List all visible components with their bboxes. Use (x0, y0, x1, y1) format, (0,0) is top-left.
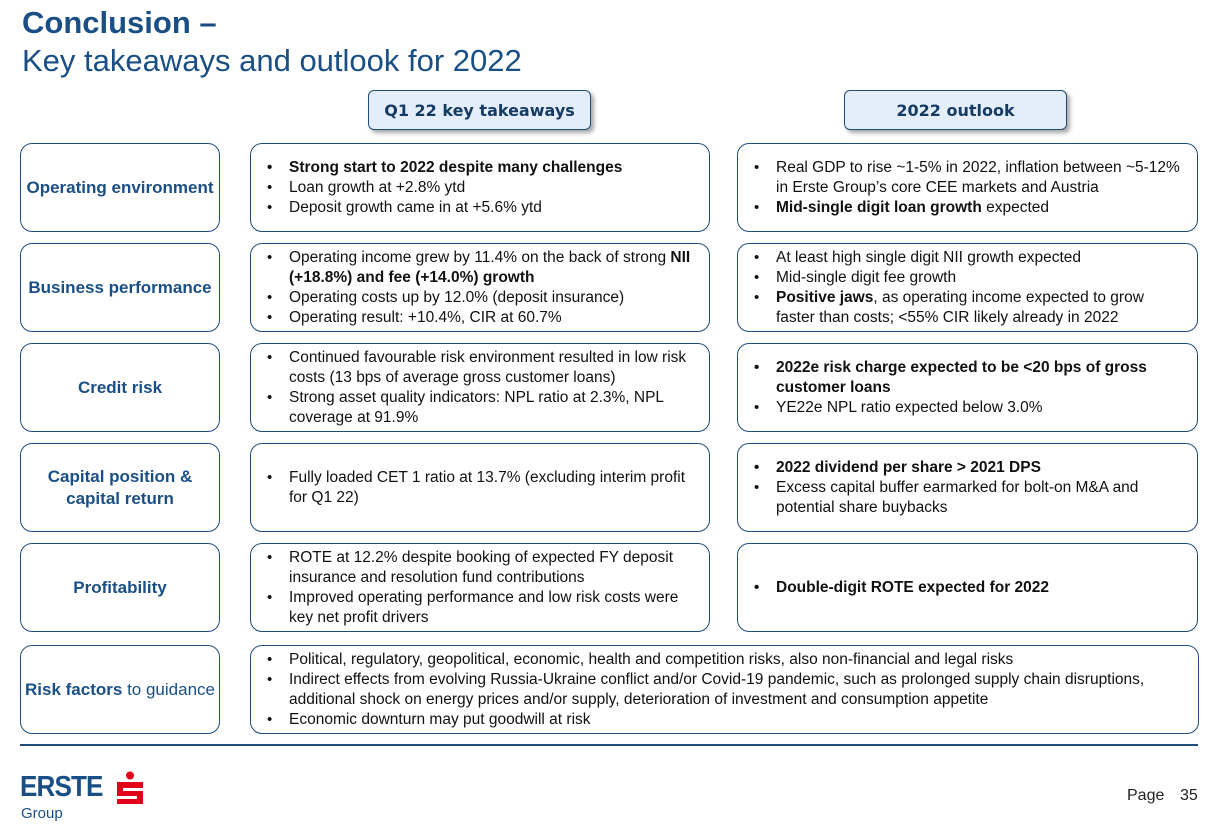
bullet-item: • Strong start to 2022 despite many challenges (266, 158, 697, 178)
row-label-business-performance (20, 243, 220, 332)
bullet-item: • Fully loaded CET 1 ratio at 13.7% (excluding interim profit for Q1 22) (266, 468, 697, 508)
takeaways-business-performance (250, 243, 710, 332)
outlook-capital (737, 443, 1198, 532)
title-line-2: Key takeaways and outlook for 2022 (22, 43, 522, 78)
bullet-item: • Loan growth at +2.8% ytd (266, 178, 697, 198)
row-label-text: Operating environment (26, 177, 214, 197)
bullet-item: • Deposit growth came in at +5.6% ytd (266, 198, 697, 218)
row-label-operating-environment (20, 143, 220, 232)
outlook-operating-environment (737, 143, 1198, 232)
bullet-item: • Improved operating performance and low risk costs were key net profit drivers (266, 588, 697, 628)
title-line-1: Conclusion – (22, 5, 217, 40)
bullet-bold: Mid-single digit loan growth (776, 198, 982, 216)
erste-group-logo (20, 770, 150, 826)
bullet-item: • Continued favourable risk environment resulted in low risk costs (13 bps of average gross customer loans) (266, 348, 697, 388)
bullet-item (753, 288, 1185, 328)
bullet-item: • Excess capital buffer earmarked for bolt-on M&A and potential share buybacks (753, 478, 1185, 518)
row-label-risk-factors (20, 645, 220, 734)
takeaways-credit-risk (250, 343, 710, 432)
row-label-text: Credit risk (77, 377, 163, 397)
bullet-item: • Political, regulatory, geopolitical, economic, health and competition risks, also non-financial and legal risks (266, 650, 1148, 670)
page-label: Page (1127, 787, 1165, 804)
row-label-bold: Risk factors (25, 679, 123, 699)
bullet-item: • 2022 dividend per share > 2021 DPS (753, 458, 1185, 478)
outlook-business-performance (737, 243, 1198, 332)
bullet-item: • Operating costs up by 12.0% (deposit insurance) (266, 288, 697, 308)
risk-factors-list (250, 645, 1199, 734)
bullet-item: • ROTE at 12.2% despite booking of expected FY deposit insurance and resolution fund contributions (266, 548, 697, 588)
bullet-item (753, 198, 1185, 218)
bullet-bold: Positive jaws (776, 288, 874, 306)
bullet-item (266, 248, 697, 288)
row-label-capital (20, 443, 220, 532)
row-label-line-2: capital return (66, 488, 174, 508)
bullet-item: • Operating result: +10.4%, CIR at 60.7% (266, 308, 697, 328)
footer-divider (20, 744, 1198, 746)
header-outlook: 2022 outlook (844, 90, 1067, 130)
takeaways-profitability (250, 543, 710, 632)
bullet-item: • 2022e risk charge expected to be <20 bps of gross customer loans (753, 358, 1185, 398)
bullet-item: • Mid-single digit fee growth (753, 268, 1185, 288)
page-title (22, 4, 522, 80)
takeaways-operating-environment (250, 143, 710, 232)
row-label-rest: to guidance (122, 679, 215, 699)
bullet-item: • Indirect effects from evolving Russia-Ukraine conflict and/or Covid-19 pandemic, such as prolonged supply chain disruptions, additional shock on energy prices and/or supply, deterioration of investment and consumption appetite (266, 670, 1148, 710)
page-number: 35 (1180, 787, 1198, 804)
row-label-text: Profitability (73, 577, 167, 597)
bullet-item: • Strong asset quality indicators: NPL ratio at 2.3%, NPL coverage at 91.9% (266, 388, 697, 428)
bullet-item: • At least high single digit NII growth expected (753, 248, 1185, 268)
bullet-text: , as operating income expected to grow faster than costs; <55% CIR likely already in 2022 (776, 288, 1144, 326)
bullet-item: • Economic downturn may put goodwill at risk (266, 710, 1148, 730)
bullet-item: • YE22e NPL ratio expected below 3.0% (753, 398, 1185, 418)
bullet-item: • Double-digit ROTE expected for 2022 (753, 578, 1185, 598)
bullet-item: • Real GDP to rise ~1-5% in 2022, inflation between ~5-12% in Erste Group’s core CEE markets and Austria (753, 158, 1185, 198)
outlook-profitability (737, 543, 1198, 632)
header-takeaways: Q1 22 key takeaways (368, 90, 591, 130)
row-label-credit-risk (20, 343, 220, 432)
row-label-line-1: Capital position & (47, 466, 193, 486)
bullet-bold: NII (+18.8%) and fee (+14.0%) growth (289, 248, 691, 286)
takeaways-capital (250, 443, 710, 532)
logo-group-text: Group (21, 805, 63, 822)
outlook-credit-risk (737, 343, 1198, 432)
row-label-text: Business performance (28, 277, 212, 297)
bullet-text: Operating income grew by 11.4% on the back of strong (289, 248, 671, 266)
row-label-composite (25, 679, 215, 701)
bullet-text: expected (981, 198, 1050, 216)
logo-wordmark: ERSTE (20, 771, 103, 803)
logo-s-symbol-icon (116, 771, 144, 805)
row-label-profitability (20, 543, 220, 632)
